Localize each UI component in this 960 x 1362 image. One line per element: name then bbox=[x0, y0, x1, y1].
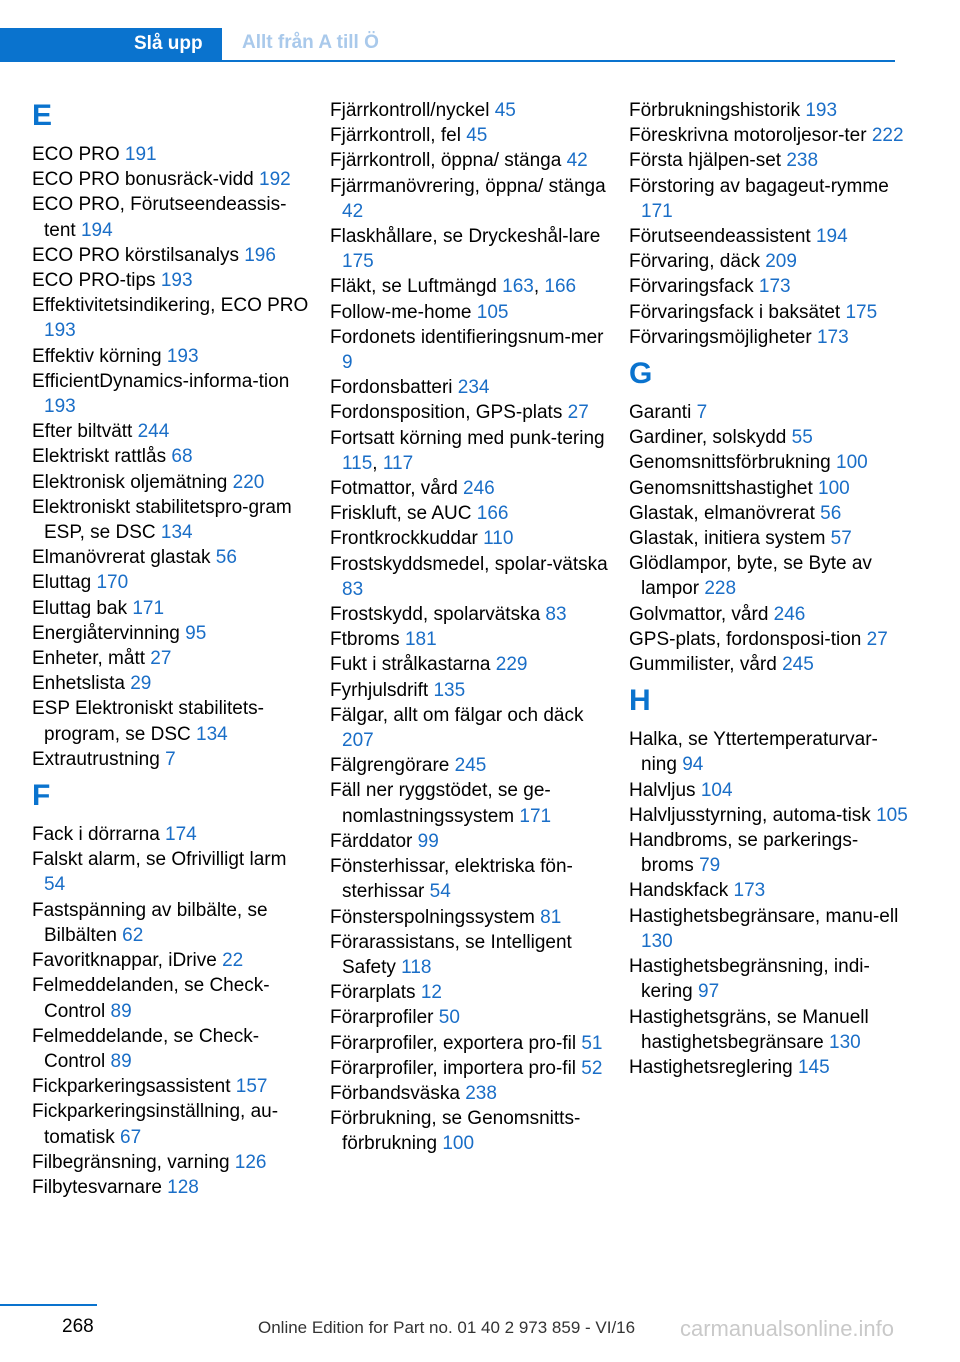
index-entry-text: Hastighetsbegränsare, manu-ell bbox=[629, 905, 899, 927]
index-entry bbox=[32, 293, 312, 343]
index-entry bbox=[32, 495, 312, 545]
index-entry bbox=[629, 450, 909, 475]
page-link[interactable]: 246 bbox=[463, 478, 495, 500]
page-link[interactable]: 45 bbox=[466, 125, 488, 147]
page-link[interactable]: 89 bbox=[110, 1050, 132, 1072]
page-link[interactable]: 27 bbox=[567, 402, 589, 424]
index-entry bbox=[629, 98, 909, 123]
index-entry-text: Fickparkeringsassistent bbox=[32, 1076, 236, 1098]
index-entry bbox=[32, 671, 312, 696]
index-entry-text: Felmeddelanden, se Check-Control bbox=[32, 975, 270, 1022]
index-entry bbox=[330, 602, 610, 627]
index-letter-heading: H bbox=[629, 684, 651, 718]
page-link[interactable]: 245 bbox=[782, 654, 814, 676]
tab-sla-upp[interactable]: Slå upp bbox=[0, 28, 222, 62]
index-column-1 bbox=[32, 98, 312, 1200]
index-entry bbox=[32, 344, 312, 369]
tab-allt-fran-a-till-o[interactable]: Allt från A till Ö bbox=[242, 32, 379, 53]
index-entry bbox=[32, 470, 312, 495]
index-entry-text: Fönsterspolningssystem bbox=[330, 906, 541, 928]
index-entry-text: Förvaring, däck bbox=[629, 251, 766, 273]
index-entry bbox=[629, 400, 909, 425]
page-link[interactable]: 175 bbox=[845, 301, 878, 323]
index-entry bbox=[330, 526, 610, 551]
index-entry bbox=[32, 545, 312, 570]
page-link[interactable]: 145 bbox=[797, 1056, 830, 1078]
index-entry bbox=[330, 300, 610, 325]
page-link[interactable]: 118 bbox=[401, 956, 432, 978]
page-link[interactable]: 246 bbox=[773, 603, 806, 625]
index-entry-text: Förbandsväska bbox=[330, 1082, 466, 1104]
page-link[interactable]: 117 bbox=[382, 452, 414, 474]
page-link[interactable]: 68 bbox=[171, 446, 193, 468]
index-entry-text: ESP Elektroniskt stabilitets-program, se DSC bbox=[32, 698, 264, 745]
index-entry bbox=[330, 829, 610, 854]
page-link[interactable]: 192 bbox=[259, 169, 291, 191]
page-link[interactable]: 22 bbox=[222, 950, 244, 972]
index-entry-text: Fläkt, se Luftmängd bbox=[330, 276, 503, 298]
index-entry-text: Förarprofiler bbox=[330, 1007, 439, 1029]
index-entry-text: Fastspänning av bilbälte, se Bilbälten bbox=[32, 899, 268, 946]
page-link[interactable]: 130 bbox=[829, 1031, 861, 1053]
page-link[interactable]: 166 bbox=[476, 503, 509, 525]
index-entry-text: Ftbroms bbox=[330, 629, 405, 651]
index-entry bbox=[629, 501, 909, 526]
index-entry-text: GPS-plats, fordonsposi-tion bbox=[629, 628, 867, 650]
index-entry bbox=[32, 621, 312, 646]
index-entry-text: Gardiner, solskydd bbox=[629, 427, 792, 449]
page-link[interactable]: 238 bbox=[465, 1082, 497, 1104]
page-link[interactable]: 9 bbox=[342, 352, 353, 374]
index-entry-text: Fukt i strålkastarna bbox=[330, 654, 496, 676]
index-entry-text: Förvaringsfack i baksätet bbox=[629, 301, 846, 323]
index-entry-text: Hastighetsreglering bbox=[629, 1056, 798, 1078]
index-entry bbox=[330, 325, 610, 375]
index-entry bbox=[330, 980, 610, 1005]
page-link[interactable]: 196 bbox=[244, 244, 276, 266]
page-link[interactable]: 174 bbox=[165, 824, 197, 846]
index-entry-text: Fack i dörrarna bbox=[32, 824, 166, 846]
index-entry bbox=[629, 828, 909, 878]
index-entry bbox=[629, 325, 909, 350]
index-entry bbox=[330, 905, 610, 930]
page-link[interactable]: 7 bbox=[696, 402, 708, 424]
page-link[interactable]: 79 bbox=[699, 855, 721, 877]
page-link[interactable]: 175 bbox=[342, 251, 374, 273]
watermark: carmanualsonline.info bbox=[680, 1316, 895, 1341]
index-entry bbox=[32, 696, 312, 746]
index-entry-text: Elmanövrerat glastak bbox=[32, 547, 216, 569]
index-entry bbox=[629, 627, 909, 652]
page-link[interactable]: 105 bbox=[876, 804, 908, 826]
index-letter-heading: E bbox=[32, 99, 53, 132]
index-entry-text: Förstoring av bagageut-rymme bbox=[629, 175, 889, 197]
index-entry bbox=[629, 224, 909, 249]
page-link[interactable]: 130 bbox=[641, 930, 673, 952]
index-entry-text: ECO PRO-tips bbox=[32, 270, 161, 292]
page-link[interactable]: 128 bbox=[167, 1176, 199, 1198]
page-link[interactable]: 166 bbox=[544, 276, 577, 298]
index-entry-text: Flaskhållare, se Dryckeshål-lare bbox=[330, 226, 601, 248]
page-link[interactable]: 42 bbox=[342, 200, 364, 222]
page-link[interactable]: 229 bbox=[495, 654, 528, 676]
page-link[interactable]: 194 bbox=[80, 219, 113, 241]
index-entry bbox=[629, 300, 909, 325]
page-link[interactable]: 173 bbox=[816, 326, 849, 348]
index-entry-text: ECO PRO, Förutseendeassis-tent bbox=[32, 194, 287, 241]
index-entry-text: Effektivitetsindikering, ECO PRO bbox=[32, 295, 309, 317]
index-entry-text: Fickparkeringsinställning, au-tomatisk bbox=[32, 1101, 279, 1148]
index-entry-text: Frostskydd, spolarvätska bbox=[330, 604, 546, 626]
index-entry-text: Fjärrkontroll, öppna/ stänga bbox=[330, 150, 567, 172]
index-entry-text: Elektroniskt stabilitetspro-gram ESP, se DSC bbox=[32, 496, 292, 544]
page-link[interactable]: 100 bbox=[442, 1133, 475, 1155]
page-link[interactable]: 100 bbox=[836, 452, 868, 474]
index-entry-text: Förvaringsmöjligheter bbox=[629, 326, 817, 348]
page-link[interactable]: 220 bbox=[232, 471, 265, 493]
page-link[interactable]: 171 bbox=[132, 597, 165, 619]
index-entry-text: Felmeddelande, se Check-Control bbox=[32, 1025, 260, 1072]
index-entry bbox=[32, 948, 312, 973]
index-entry-text: Genomsnittshastighet bbox=[629, 477, 819, 499]
index-entry bbox=[330, 854, 610, 904]
index-entry-text: Extrautrustning bbox=[32, 748, 166, 770]
index-entry-text: Fordonsbatteri bbox=[330, 377, 458, 399]
index-entry bbox=[629, 274, 909, 299]
page-link[interactable]: 62 bbox=[122, 924, 144, 946]
index-entry-text: Frostskyddsmedel, spolar-vätska bbox=[330, 553, 608, 575]
index-entry bbox=[32, 167, 312, 192]
index-entry-text: Genomsnittsförbrukning bbox=[629, 452, 836, 474]
index-entry-text: Elektronisk oljemätning bbox=[32, 471, 233, 493]
index-entry bbox=[330, 1056, 610, 1081]
index-entry-text: Filbytesvarnare bbox=[32, 1176, 168, 1198]
index-entry bbox=[330, 552, 610, 602]
page-link[interactable]: 12 bbox=[420, 982, 442, 1004]
section-tab-bar bbox=[0, 28, 895, 62]
index-entry-text: Fordonets identifieringsnum-mer bbox=[330, 326, 604, 348]
index-entry-text: Frontkrockkuddar bbox=[330, 528, 484, 550]
index-entry-text: ECO PRO bbox=[32, 144, 125, 165]
index-entry bbox=[629, 602, 909, 627]
index-entry-text: EfficientDynamics-informa-tion bbox=[32, 370, 290, 392]
page-link[interactable]: 51 bbox=[581, 1032, 603, 1054]
index-entry bbox=[330, 148, 610, 173]
index-entry bbox=[330, 98, 610, 123]
index-entry bbox=[330, 1005, 610, 1030]
page-link[interactable]: 181 bbox=[404, 629, 437, 651]
index-entry-text: Halka, se Yttertemperaturvar-ning bbox=[629, 729, 878, 776]
page-link[interactable]: 234 bbox=[457, 377, 490, 399]
index-entry bbox=[32, 747, 312, 772]
index-entry bbox=[330, 224, 610, 274]
index-entry-text: Effektiv körning bbox=[32, 345, 167, 367]
index-entry bbox=[32, 1099, 312, 1149]
index-entry bbox=[330, 627, 610, 652]
page-link[interactable]: 163 bbox=[502, 276, 534, 298]
page-link[interactable]: 99 bbox=[417, 830, 439, 852]
index-entry bbox=[629, 954, 909, 1004]
page-link[interactable]: 238 bbox=[786, 150, 819, 172]
index-entry bbox=[629, 727, 909, 777]
index-entry bbox=[330, 1031, 610, 1056]
index-entry-text: Färddator bbox=[330, 830, 418, 852]
index-entry bbox=[32, 268, 312, 293]
index-entry-text: Förbrukning, se Genomsnitts-förbrukning bbox=[330, 1108, 581, 1155]
page-link[interactable]: 193 bbox=[44, 320, 76, 342]
index-entry-text: Fjärrmanövrering, öppna/ stänga bbox=[330, 175, 606, 197]
index-entry bbox=[629, 1005, 909, 1055]
index-entry-text: Eluttag bak bbox=[32, 597, 133, 619]
index-column-2 bbox=[330, 98, 610, 1157]
index-entry-text: Förarprofiler, exportera pro-fil bbox=[330, 1032, 582, 1054]
index-entry-text: Förarplats bbox=[330, 982, 421, 1004]
page-link[interactable]: 81 bbox=[540, 906, 562, 928]
index-entry bbox=[330, 753, 610, 778]
page-link[interactable]: 135 bbox=[433, 679, 466, 701]
index-entry bbox=[32, 192, 312, 242]
page-link[interactable]: 83 bbox=[545, 604, 567, 626]
index-entry-text: Förbrukningshistorik bbox=[629, 100, 806, 121]
index-entry bbox=[629, 425, 909, 450]
page-link[interactable]: 245 bbox=[454, 755, 487, 777]
index-entry bbox=[330, 174, 610, 224]
index-entry bbox=[32, 847, 312, 897]
index-entry bbox=[629, 878, 909, 903]
page-link[interactable]: 50 bbox=[438, 1007, 460, 1029]
index-entry-text: Förarassistans, se Intelligent Safety bbox=[330, 931, 572, 978]
page-link[interactable]: 115 bbox=[342, 452, 373, 474]
page-link[interactable]: 54 bbox=[44, 874, 66, 896]
index-entry-text: Halvljusstyrning, automa-tisk bbox=[629, 804, 877, 826]
index-entry bbox=[629, 652, 909, 677]
index-entry-text: Fortsatt körning med punk-tering bbox=[330, 427, 605, 449]
index-entry-text: ECO PRO bonusräck-vidd bbox=[32, 169, 260, 191]
page-link[interactable]: 95 bbox=[185, 622, 207, 644]
page-link[interactable]: 222 bbox=[871, 125, 904, 147]
index-entry-text: Handskfack bbox=[629, 880, 734, 902]
index-entry-text: Glastak, elmanövrerat bbox=[629, 502, 821, 524]
index-entry-text: Fotmattor, vård bbox=[330, 478, 464, 500]
index-entry: Fläkt, se Luftmängd 163, 166 bbox=[330, 276, 577, 298]
index-entry bbox=[32, 142, 312, 167]
page-link[interactable]: 105 bbox=[476, 301, 509, 323]
index-entry-text: Fälgar, allt om fälgar och däck bbox=[330, 704, 584, 726]
index-entry bbox=[330, 652, 610, 677]
index-entry bbox=[32, 369, 312, 419]
index-entry bbox=[330, 1081, 610, 1106]
index-entry bbox=[629, 123, 909, 148]
index-entry bbox=[330, 930, 610, 980]
index-entry bbox=[330, 703, 610, 753]
index-entry bbox=[330, 400, 610, 425]
page-link[interactable]: 104 bbox=[700, 779, 733, 801]
page-link[interactable]: 170 bbox=[96, 572, 129, 594]
page-link[interactable]: 228 bbox=[704, 578, 737, 600]
index-entry-text: Fjärrkontroll/nyckel bbox=[330, 100, 495, 121]
index-entry-text: Fälgrengörare bbox=[330, 755, 455, 777]
index-entry bbox=[629, 174, 909, 224]
page-link[interactable]: 29 bbox=[130, 673, 152, 695]
page-link[interactable]: 193 bbox=[805, 100, 838, 121]
index-entry bbox=[629, 551, 909, 601]
index-entry-text: Föreskrivna motoroljesor-ter bbox=[629, 125, 872, 147]
index-entry bbox=[629, 249, 909, 274]
index-entry-text: Glastak, initiera system bbox=[629, 528, 831, 550]
index-entry-text: Filbegränsning, varning bbox=[32, 1151, 235, 1173]
index-entry bbox=[32, 243, 312, 268]
page-link[interactable]: 171 bbox=[641, 200, 673, 222]
page-link[interactable]: 100 bbox=[818, 477, 850, 499]
index-entry bbox=[330, 123, 610, 148]
index-entry-text: Förarprofiler, importera pro-fil bbox=[330, 1057, 582, 1079]
page-link[interactable]: 54 bbox=[429, 881, 451, 903]
index-entry bbox=[330, 501, 610, 526]
index-entry-text: Energiåtervinning bbox=[32, 622, 186, 644]
index-entry bbox=[32, 419, 312, 444]
page-link[interactable]: 157 bbox=[235, 1076, 268, 1098]
footer-rule bbox=[0, 1304, 97, 1306]
page-link[interactable]: 244 bbox=[137, 421, 170, 443]
page-link[interactable]: 134 bbox=[196, 723, 228, 745]
index-entry-text: Hastighetsgräns, se Manuell hastighetsbegränsare bbox=[629, 1006, 869, 1053]
page-link[interactable]: 134 bbox=[160, 522, 193, 544]
index-entry bbox=[629, 904, 909, 954]
index-entry bbox=[629, 526, 909, 551]
page-link[interactable]: 193 bbox=[166, 345, 199, 367]
index-entry-text: Förvaringsfack bbox=[629, 276, 759, 298]
index-entry bbox=[32, 444, 312, 469]
index-entry-text: Enheter, mått bbox=[32, 648, 151, 670]
page-link[interactable]: 173 bbox=[733, 880, 766, 902]
index-entry-text: Handbroms, se parkerings-broms bbox=[629, 830, 859, 877]
page-link[interactable]: 194 bbox=[815, 226, 848, 248]
page-link[interactable]: 193 bbox=[44, 396, 76, 418]
page-link[interactable]: 171 bbox=[519, 805, 552, 827]
index-entry bbox=[629, 1055, 909, 1080]
page-link[interactable]: 27 bbox=[150, 648, 172, 670]
index-entry bbox=[32, 570, 312, 595]
page-link[interactable]: 173 bbox=[758, 276, 791, 298]
page-link[interactable]: 94 bbox=[682, 754, 704, 776]
index-entry-text: Fjärrkontroll, fel bbox=[330, 125, 467, 147]
index-entry bbox=[330, 476, 610, 501]
index-entry-text: Förutseendeassistent bbox=[629, 226, 816, 248]
index-entry-text: Elektriskt rattlås bbox=[32, 446, 172, 468]
edition-note: Online Edition for Part no. 01 40 2 973 859 - VI/16 bbox=[258, 1318, 636, 1337]
index-entry bbox=[629, 148, 909, 173]
page-link[interactable]: 56 bbox=[820, 502, 842, 524]
index-entry-text: Garanti bbox=[629, 402, 697, 424]
page-link[interactable]: 27 bbox=[866, 628, 888, 650]
index-entry-text: Fönsterhissar, elektriska fön-sterhissar bbox=[330, 856, 573, 903]
index-entry-text: Fäll ner ryggstödet, se ge-nomlastningssystem bbox=[330, 780, 551, 827]
index-entry-text: Glödlampor, byte, se Byte av lampor bbox=[629, 553, 872, 600]
page-link[interactable]: 110 bbox=[483, 528, 514, 550]
index-entry-text: Gummilister, vård bbox=[629, 654, 783, 676]
page-link[interactable]: 45 bbox=[494, 100, 516, 121]
index-entry bbox=[330, 678, 610, 703]
index-entry bbox=[629, 476, 909, 501]
index-entry-text: Fyrhjulsdrift bbox=[330, 679, 434, 701]
page-link[interactable]: 126 bbox=[234, 1151, 267, 1173]
index-entry bbox=[32, 1150, 312, 1175]
index-letter-heading: G bbox=[629, 357, 653, 391]
page-link[interactable]: 97 bbox=[698, 981, 720, 1003]
index-column-3 bbox=[629, 98, 909, 1080]
index-entry-text: Favoritknappar, iDrive bbox=[32, 950, 223, 972]
page-link[interactable]: 57 bbox=[830, 528, 852, 550]
page-link[interactable]: 42 bbox=[566, 150, 588, 172]
index-entry-text: Falskt alarm, se Ofrivilligt larm bbox=[32, 849, 287, 871]
index-entry-text: Eluttag bbox=[32, 572, 97, 594]
page-link[interactable]: 52 bbox=[581, 1057, 603, 1079]
index-entry-text: Efter biltvätt bbox=[32, 421, 138, 443]
index-entry bbox=[330, 1106, 610, 1156]
index-entry bbox=[629, 803, 909, 828]
index-entry-text: Friskluft, se AUC bbox=[330, 503, 477, 525]
index-entry bbox=[330, 375, 610, 400]
index-entry-text: Follow-me-home bbox=[330, 301, 477, 323]
index-entry: Fortsatt körning med punk-tering 115, 117 bbox=[330, 427, 605, 474]
index-entry bbox=[32, 596, 312, 621]
page-link[interactable]: 56 bbox=[215, 547, 237, 569]
page-link[interactable]: 55 bbox=[791, 427, 813, 449]
tab-underline bbox=[0, 60, 895, 62]
page-number: 268 bbox=[62, 1316, 94, 1337]
index-entry bbox=[32, 898, 312, 948]
index-entry bbox=[330, 778, 610, 828]
index-entry bbox=[32, 1074, 312, 1099]
index-entry bbox=[32, 1175, 312, 1200]
index-entry-text: ECO PRO körstilsanalys bbox=[32, 244, 245, 266]
index-entry-text: Halvljus bbox=[629, 779, 701, 801]
index-entry-text: Golvmattor, vård bbox=[629, 603, 774, 625]
page-link[interactable]: 207 bbox=[342, 730, 374, 752]
page-link[interactable]: 191 bbox=[124, 144, 157, 165]
page-link[interactable]: 193 bbox=[160, 270, 193, 292]
index-letter-heading: F bbox=[32, 779, 51, 813]
page-link[interactable]: 89 bbox=[110, 1000, 132, 1022]
index-entry bbox=[629, 778, 909, 803]
index-entry bbox=[32, 973, 312, 1023]
page-link[interactable]: 83 bbox=[342, 578, 364, 600]
page-link[interactable]: 67 bbox=[120, 1126, 142, 1148]
page-link[interactable]: 7 bbox=[165, 748, 176, 770]
index-entry bbox=[32, 646, 312, 671]
index-entry-text: Första hjälpen-set bbox=[629, 150, 787, 172]
index-entry bbox=[32, 822, 312, 847]
index-entry-text: Hastighetsbegränsning, indi-kering bbox=[629, 956, 870, 1003]
page-link[interactable]: 209 bbox=[765, 251, 797, 273]
index-entry-text: Fordonsposition, GPS-plats bbox=[330, 402, 568, 424]
index-entry bbox=[32, 1024, 312, 1074]
index-entry-text: Enhetslista bbox=[32, 673, 131, 695]
